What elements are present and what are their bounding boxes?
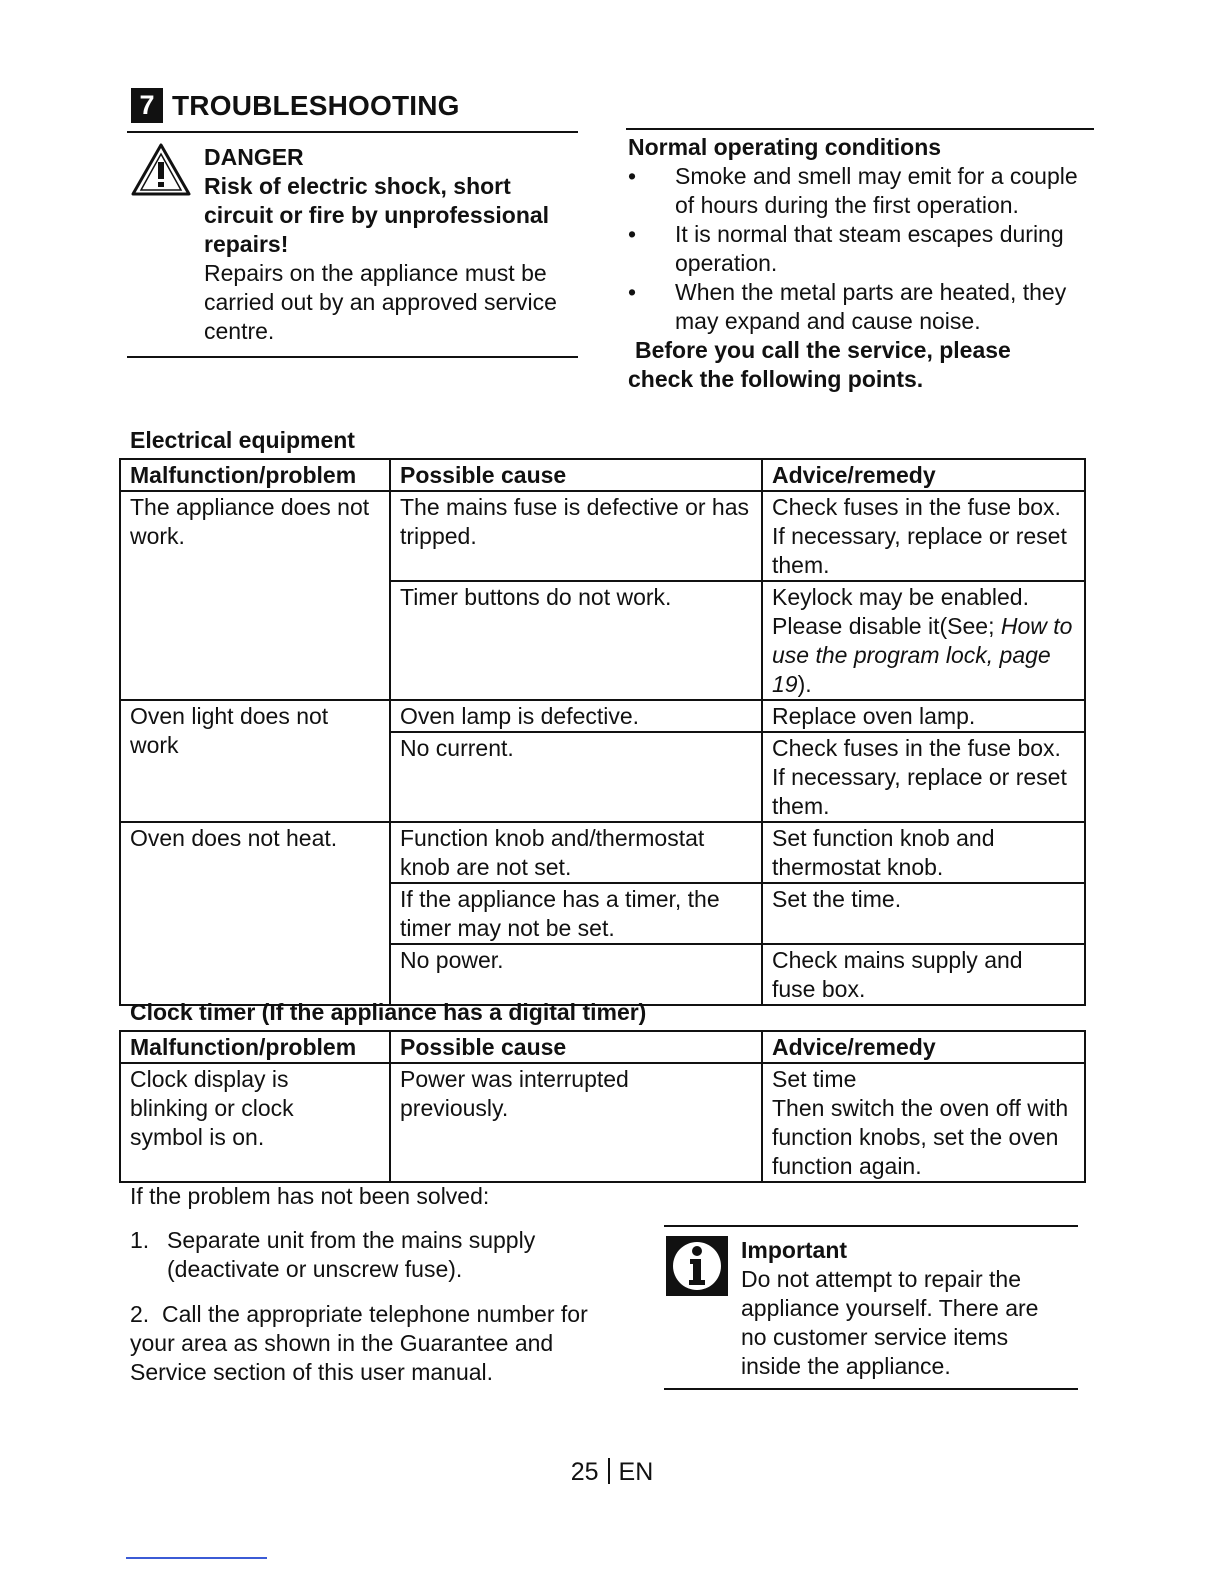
step-text: Separate unit from the mains supply (deactivate or unscrew fuse).: [167, 1227, 536, 1282]
remedy-cell: Check fuses in the fuse box. If necessary, replace or reset them.: [762, 732, 1085, 822]
header-problem: Malfunction/problem: [120, 1031, 390, 1063]
page-number-value: 25: [570, 1458, 599, 1486]
cause-cell: Power was interrupted previously.: [390, 1063, 762, 1182]
normal-list: [628, 162, 1098, 336]
electrical-table: [119, 458, 1086, 1006]
problem-cell: Clock display is blinking or clock symbol is on.: [120, 1063, 390, 1182]
remedy-cell: [762, 581, 1085, 700]
important-notice: [741, 1236, 1081, 1381]
warning-triangle-icon: [130, 142, 192, 198]
remedy-line: Set time: [772, 1066, 857, 1092]
clock-table: [119, 1030, 1086, 1183]
header-cause: Possible cause: [390, 459, 762, 491]
electrical-label: Electrical equipment: [130, 427, 355, 453]
list-item: • Smoke and smell may emit for a couple of hours during the first operation.: [628, 162, 1085, 220]
heading-rule-left: [127, 131, 578, 133]
step-number: 1.: [130, 1227, 150, 1253]
header-remedy: Advice/remedy: [762, 459, 1085, 491]
table-row: [120, 491, 1085, 581]
cause-cell: Timer buttons do not work.: [390, 581, 762, 700]
cause-cell: Oven lamp is defective.: [390, 700, 762, 732]
cause-cell: No power.: [390, 944, 762, 1005]
normal-operating-conditions: [628, 133, 1098, 394]
cause-cell: No current.: [390, 732, 762, 822]
important-heading: Important: [741, 1237, 848, 1263]
page-title: TROUBLESHOOTING: [172, 90, 460, 121]
danger-notice: [204, 143, 584, 346]
page-separator: [608, 1458, 610, 1484]
list-item: • When the metal parts are heated, they may expand and cause noise.: [628, 278, 1085, 336]
cause-cell: The mains fuse is defective or has tripped.: [390, 491, 762, 581]
remedy-text-end: ).: [797, 671, 812, 697]
important-body: Do not attempt to repair the appliance yourself. There are no customer service items inside the appliance.: [741, 1266, 1039, 1379]
language-code: EN: [618, 1458, 654, 1486]
normal-heading: Normal operating conditions: [628, 134, 942, 160]
remedy-cell: Replace oven lamp.: [762, 700, 1085, 732]
page-number: [0, 1458, 1224, 1487]
table-row: [120, 822, 1085, 883]
remedy-cell: Check mains supply and fuse box.: [762, 944, 1085, 1005]
table-row: [120, 1063, 1085, 1182]
remedy-line: Then switch the oven off with function knobs, set the oven function again.: [772, 1095, 1069, 1179]
heading-rule-right: [626, 128, 1094, 130]
list-item: • It is normal that steam escapes during operation.: [628, 220, 1085, 278]
unsolved-intro: If the problem has not been solved:: [130, 1183, 490, 1209]
step-2: 2. Call the appropriate telephone number for your area as shown in the Guarantee and Service section of this user manual.: [130, 1301, 595, 1385]
important-bottom-rule: [664, 1388, 1078, 1390]
remedy-cell: Set function knob and thermostat knob.: [762, 822, 1085, 883]
danger-body: Repairs on the appliance must be carried out by an approved service centre.: [204, 260, 557, 344]
problem-cell: The appliance does not work.: [120, 491, 390, 700]
danger-subheading: Risk of electric shock, short circuit or fire by unprofessional repairs!: [204, 173, 550, 257]
table-row: [120, 700, 1085, 732]
before-call-note: Before you call the service, please check the following points.: [628, 337, 1011, 392]
table-header-row: [120, 1031, 1085, 1063]
remedy-cell: Set the time.: [762, 883, 1085, 944]
danger-heading: DANGER: [204, 144, 304, 170]
problem-cell: Oven light does not work: [120, 700, 390, 822]
cause-cell: Function knob and/thermostat knob are not set.: [390, 822, 762, 883]
remedy-cell: [762, 1063, 1085, 1182]
danger-bottom-rule: [127, 356, 578, 358]
important-top-rule: [664, 1225, 1078, 1227]
header-problem: Malfunction/problem: [120, 459, 390, 491]
clock-label: Clock timer (If the appliance has a digital timer): [130, 999, 647, 1025]
info-icon: [666, 1236, 728, 1296]
header-cause: Possible cause: [390, 1031, 762, 1063]
remedy-text: Keylock may be enabled. Please disable it(See;: [772, 584, 1029, 639]
cause-cell: If the appliance has a timer, the timer may not be set.: [390, 883, 762, 944]
cross-reference-link[interactable]: How to use the program lock, page 19: [772, 613, 1073, 697]
remedy-cell: Check fuses in the fuse box. If necessary, replace or reset them.: [762, 491, 1085, 581]
section-number: 7: [131, 88, 163, 123]
header-remedy: Advice/remedy: [762, 1031, 1085, 1063]
table-header-row: [120, 459, 1085, 491]
bottom-link-underline: [126, 1557, 267, 1559]
problem-cell: Oven does not heat.: [120, 822, 390, 1005]
